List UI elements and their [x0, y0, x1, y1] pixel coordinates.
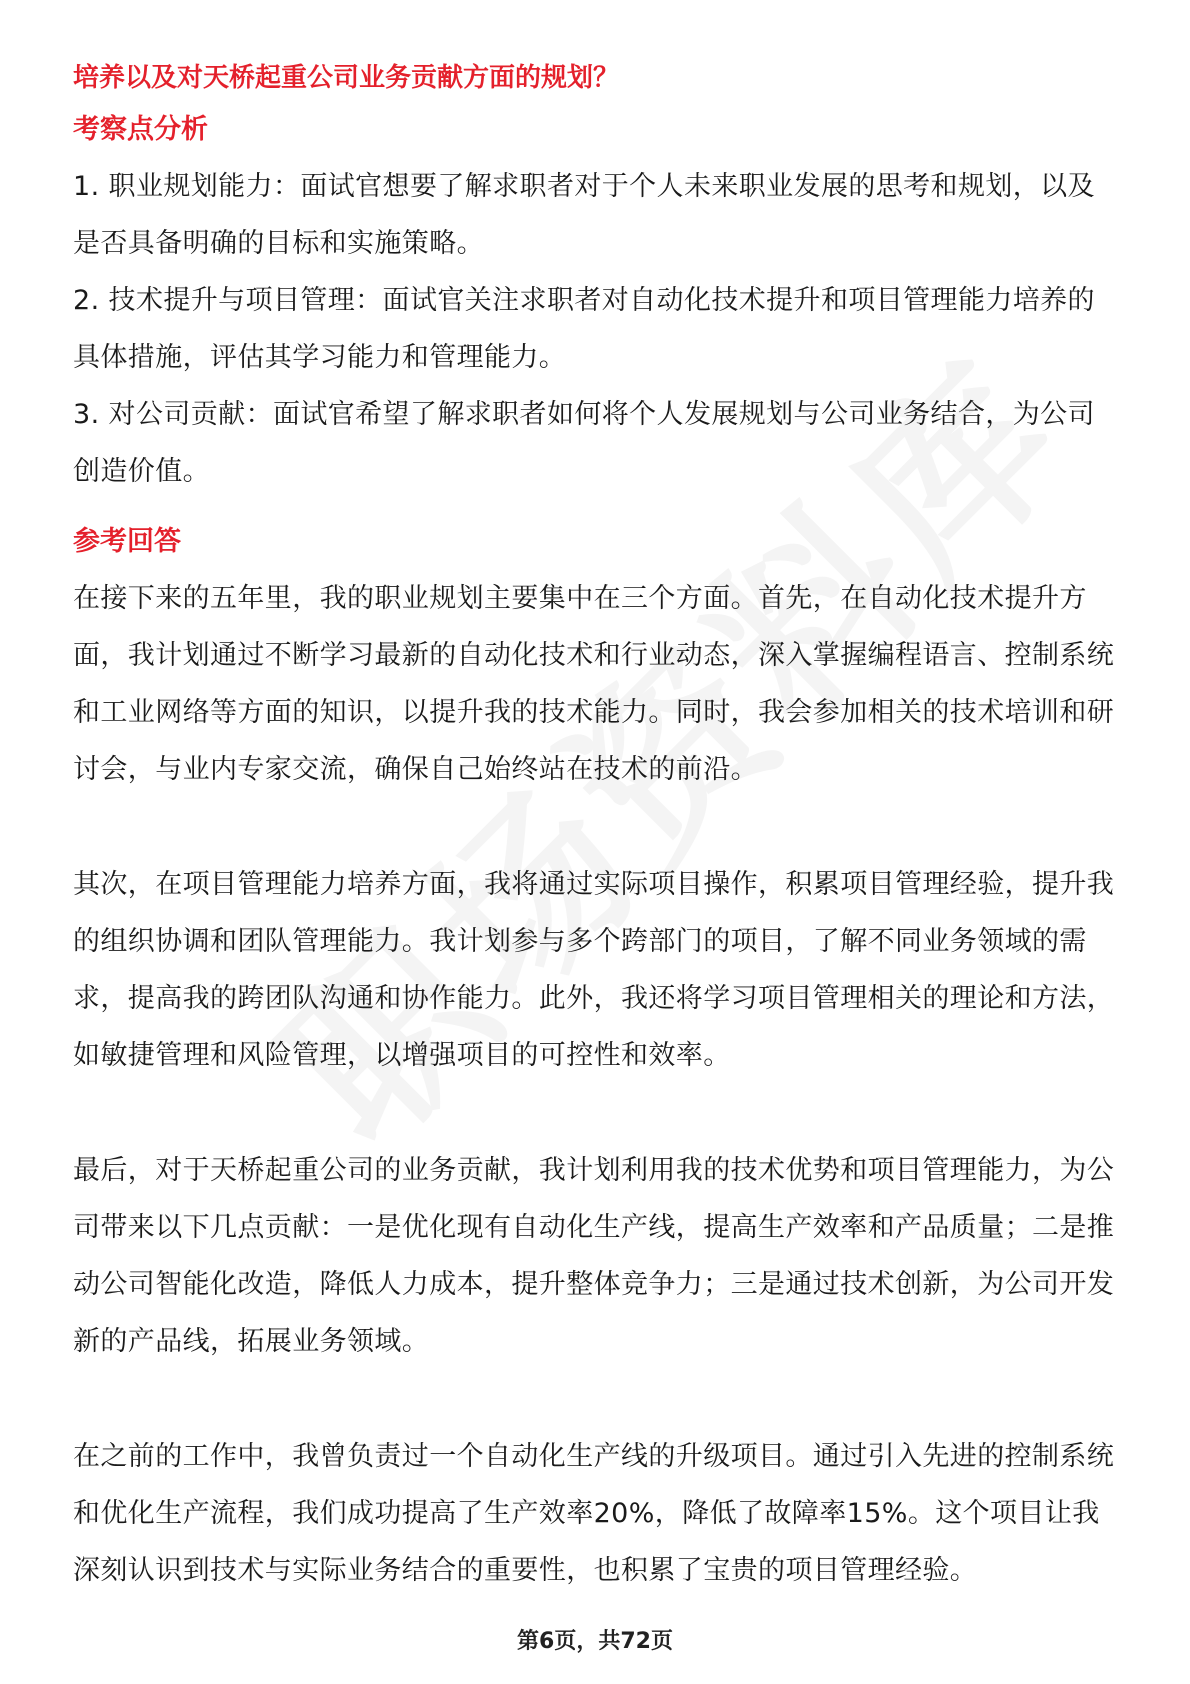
answer-paragraph: 在之前的工作中，我曾负责过一个自动化生产线的升级项目。通过引入先进的控制系统和优化生产流程，我们成功提高了生产效率20%，降低了故障率15%。这个项目让我深刻认识到技术与实际业务结合的重要性，也积累了宝贵的项目管理经验。 — [73, 1441, 1115, 1586]
answer-paragraph: 其次，在项目管理能力培养方面，我将通过实际项目操作，积累项目管理经验，提升我的组织协调和团队管理能力。我计划参与多个跨部门的项目，了解不同业务领域的需求，提高我的跨团队沟通和协作能力。此外，我还将学习项目管理相关的理论和方法，如敏捷管理和风险管理，以增强项目的可控性和效率。 — [73, 869, 1115, 1071]
page-content — [73, 56, 1118, 1599]
answer-paragraph: 最后，对于天桥起重公司的业务贡献，我计划利用我的技术优势和项目管理能力，为公司带来以下几点贡献：一是优化现有自动化生产线，提高生产效率和产品质量；二是推动公司智能化改造，降低人力成本，提升整体竞争力；三是通过技术创新，为公司开发新的产品线，拓展业务领域。 — [73, 1155, 1115, 1357]
analysis-point: 2. 技术提升与项目管理：面试官关注求职者对自动化技术提升和项目管理能力培养的具体措施，评估其学习能力和管理能力。 — [73, 285, 1095, 373]
question-title: 培养以及对天桥起重公司业务贡献方面的规划？ — [73, 63, 620, 93]
analysis-heading: 考察点分析 — [73, 114, 208, 145]
analysis-point: 3. 对公司贡献：面试官希望了解求职者如何将个人发展规划与公司业务结合，为公司创造价值。 — [73, 399, 1095, 487]
answer-heading: 参考回答 — [73, 526, 181, 557]
answer-paragraph: 在接下来的五年里，我的职业规划主要集中在三个方面。首先，在自动化技术提升方面，我计划通过不断学习最新的自动化技术和行业动态，深入掌握编程语言、控制系统和工业网络等方面的知识，以提升我的技术能力。同时，我会参加相关的技术培训和研讨会，与业内专家交流，确保自己始终站在技术的前沿。 — [73, 583, 1115, 785]
analysis-point: 1. 职业规划能力：面试官想要了解求职者对于个人未来职业发展的思考和规划，以及是否具备明确的目标和实施策略。 — [73, 171, 1095, 259]
analysis-points — [73, 158, 1118, 500]
page-number: 第6页，共72页 — [517, 1629, 673, 1654]
answer-body — [73, 570, 1118, 1599]
